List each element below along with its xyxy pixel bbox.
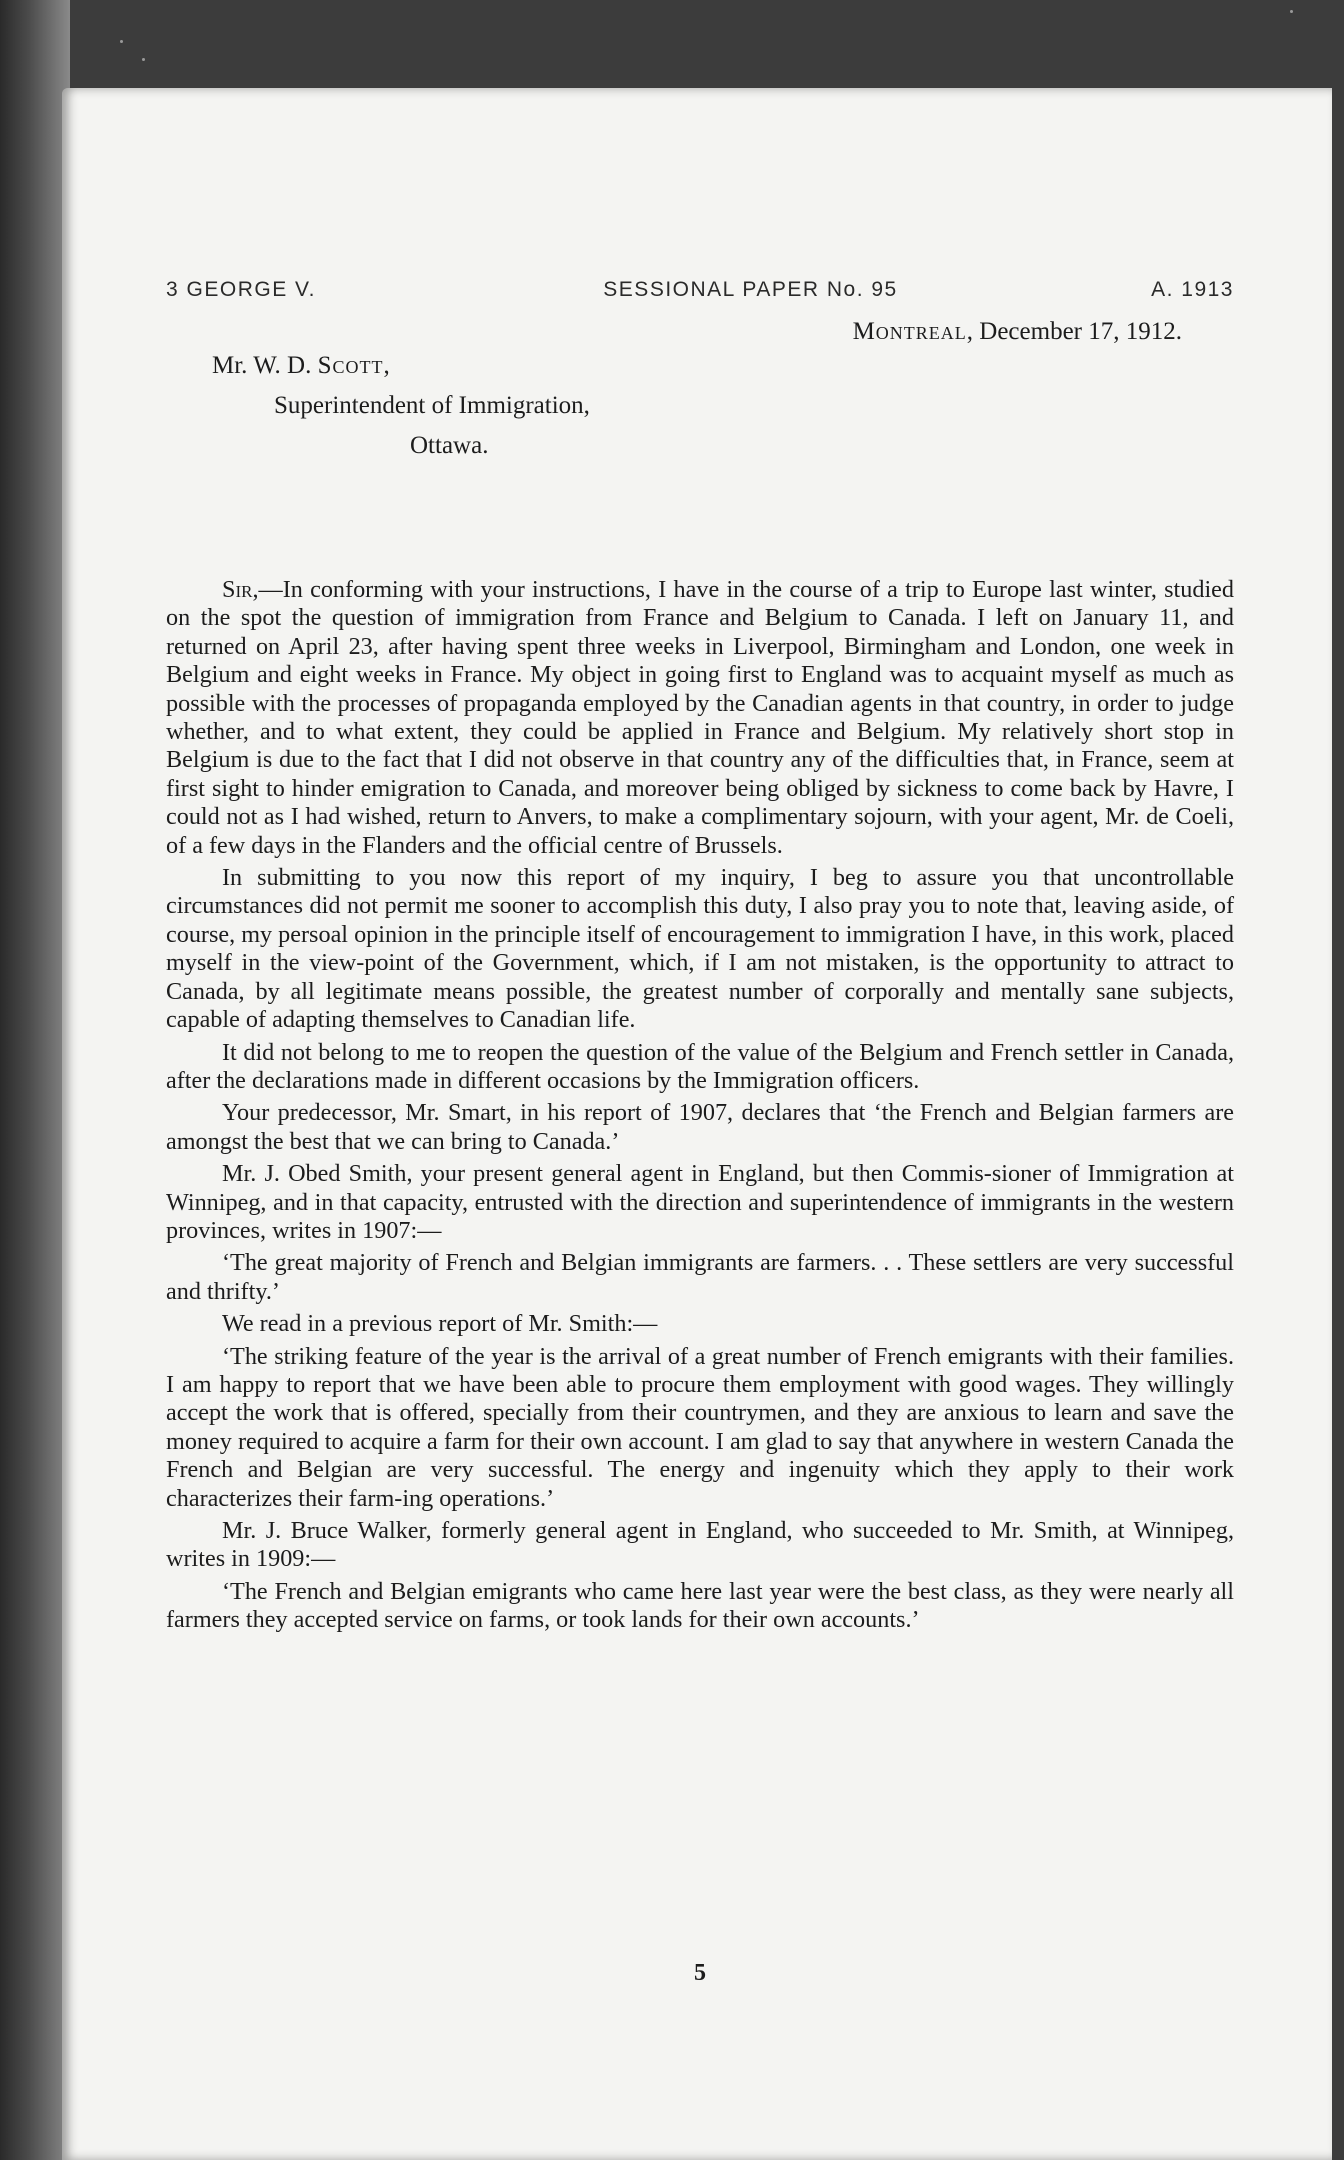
header-year: A. 1913 xyxy=(1151,278,1234,301)
paragraph: Mr. J. Bruce Walker, formerly general agent in England, who succeeded to Mr. Smith, at Winnipeg, writes in 1909:— xyxy=(166,1517,1234,1573)
letter-body xyxy=(166,576,1234,1635)
dateline xyxy=(853,318,1182,346)
dateline-date: , December 17, 1912. xyxy=(966,318,1182,345)
addressee-prefix: Mr. W. D. xyxy=(212,352,318,379)
letter-heading xyxy=(166,318,1234,580)
addressee-name xyxy=(212,346,590,386)
running-header xyxy=(166,278,1234,302)
paragraph: In submitting to you now this report of my inquiry, I beg to assure you that uncontrollable circumstances did not permit me sooner to accomplish this duty, I also pray you to note that, leaving aside, of course, my persoal opinion in the principle itself of encouragement to immigration I have, in this work, placed myself in the view-point of the Government, which, if I am not mistaken, is the opportunity to attract to Canada, by all legitimate means possible, the greatest number of corporally and mentally sane subjects, capable of adapting themselves to Canadian life. xyxy=(166,864,1234,1034)
scan-speck xyxy=(1290,10,1293,13)
scan-speck xyxy=(120,40,123,43)
addressee-block xyxy=(212,346,590,466)
scan-edge xyxy=(0,0,70,2160)
page-number: 5 xyxy=(694,1960,706,1986)
dateline-place: Montreal xyxy=(852,318,967,345)
paragraph-text: ,—In conforming with your instructions, I have in the course of a trip to Europe last winter, studied on the spot the question of immigration from France and Belgium to Canada. I left on January 11, and returned on April 23, after having spent three weeks in Liverpool, Birmingham and London, one week in Belgium and eight weeks in France. My object in going first to England was to acquaint myself as much as possible with the processes of propaganda employed by the Canadian agents in that country, in order to judge whether, and to what extent, they could be applied in France and Belgium. My relatively short stop in Belgium is due to the fact that I did not observe in that country any of the difficulties that, in France, seem at first sight to hinder emigration to Canada, and moreover being obliged by sickness to come back by Havre, I could not as I had wished, return to Anvers, to make a complimentary sojourn, with your agent, Mr. de Coeli, of a few days in the Flanders and the official centre of Brussels. xyxy=(166,576,1234,859)
paragraph: We read in a previous report of Mr. Smith:— xyxy=(222,1310,658,1338)
paragraph: Mr. J. Obed Smith, your present general agent in England, but then Commis-sioner of Immigration at Winnipeg, and in that capacity, entrusted with the direction and superintendence of immigrants in the western provinces, writes in 1907:— xyxy=(166,1160,1234,1244)
quotation: ‘The striking feature of the year is the arrival of a great number of French emigrants with their families. I am happy to report that we have been able to procure them employment with good wages. They willingly accept the work that is offered, specially from their countrymen, and they are anxious to learn and save the money required to acquire a farm for their own account. I am glad to say that anywhere in western Canada the French and Belgian are very successful. The energy and ingenuity which they apply to their work characterizes their farm-ing operations.’ xyxy=(166,1342,1234,1512)
scan-speck xyxy=(142,58,145,61)
addressee-title: Superintendent of Immigration, xyxy=(274,392,590,419)
page-content xyxy=(166,278,1234,1986)
addressee-surname: Scott xyxy=(317,352,384,379)
quotation: ‘The French and Belgian emigrants who came here last year were the best class, as they were nearly all farmers they accepted service on farms, or took lands for their own accounts.’ xyxy=(166,1577,1234,1634)
quotation: ‘The great majority of French and Belgian immigrants are farmers. . . These settlers are very successful and thrifty.’ xyxy=(166,1249,1234,1305)
header-sessional-paper: SESSIONAL PAPER No. 95 xyxy=(603,278,898,301)
paragraph: Your predecessor, Mr. Smart, in his report of 1907, declares that ‘the French and Belgian farmers are amongst the best that we can bring to Canada.’ xyxy=(166,1099,1234,1155)
header-regnal-year: 3 GEORGE V. xyxy=(166,278,316,301)
salutation: Sir xyxy=(222,576,253,603)
addressee-city: Ottawa. xyxy=(410,432,489,459)
document-page xyxy=(62,88,1332,2160)
paragraph: It did not belong to me to reopen the question of the value of the Belgium and French settler in Canada, after the declarations made in different occasions by the Immigration officers. xyxy=(166,1038,1234,1094)
paragraph xyxy=(166,576,1234,860)
addressee-suffix: , xyxy=(383,352,390,379)
